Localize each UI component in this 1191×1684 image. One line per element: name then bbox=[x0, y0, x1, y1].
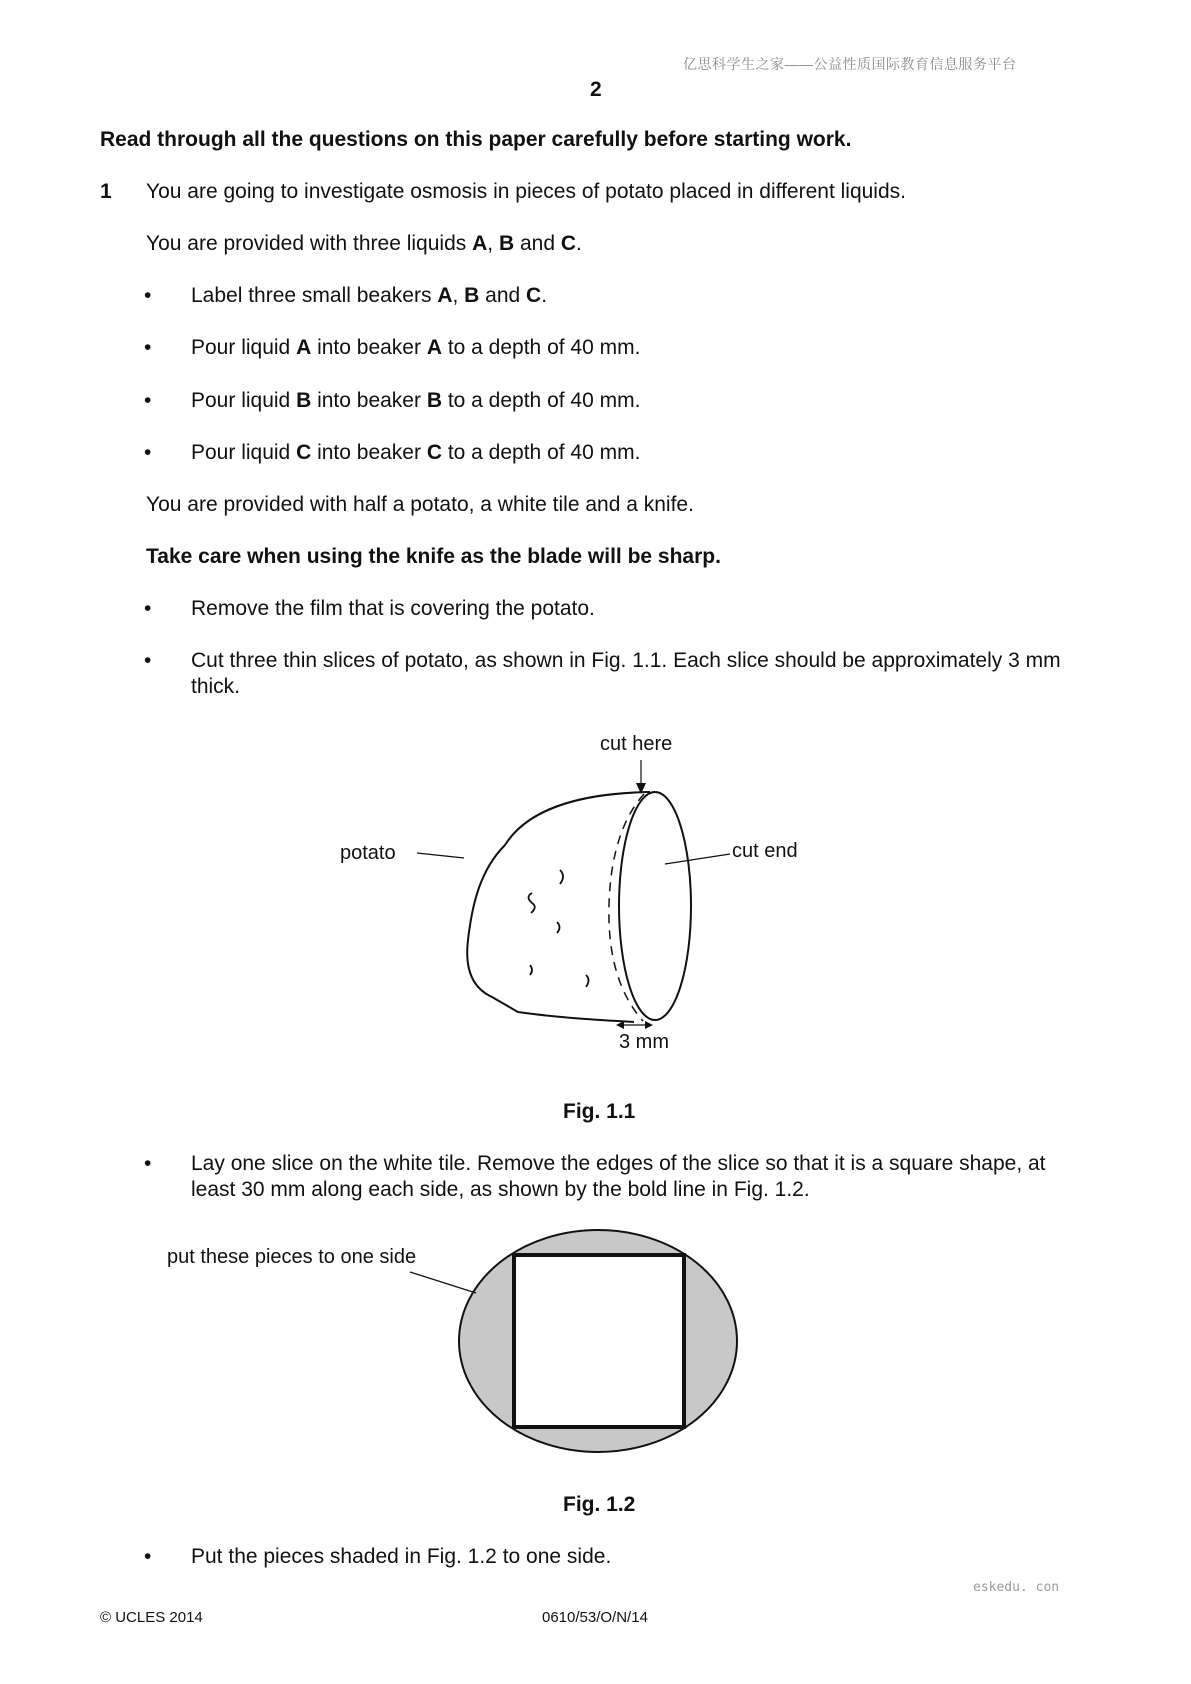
bullet-icon: • bbox=[144, 389, 152, 412]
question-intro: You are going to investigate osmosis in pieces of potato placed in different liquids. bbox=[146, 180, 906, 203]
bullet-cut-line2: thick. bbox=[191, 675, 241, 698]
instructions: Read through all the questions on this paper carefully before starting work. bbox=[100, 128, 852, 151]
dimension-arrowhead-right bbox=[645, 1021, 653, 1029]
cut-dashed-line bbox=[609, 794, 644, 1021]
label-thickness: 3 mm bbox=[619, 1031, 669, 1053]
bullet-icon: • bbox=[144, 441, 152, 464]
bullet-pour-b: Pour liquid B into beaker B to a depth of 40 mm. bbox=[191, 389, 641, 412]
square-cut-outline bbox=[514, 1255, 684, 1427]
provided-items: You are provided with half a potato, a white tile and a knife. bbox=[146, 493, 694, 516]
bullet-icon: • bbox=[144, 284, 152, 307]
fig2-caption: Fig. 1.2 bbox=[563, 1493, 636, 1516]
provided-liquids: You are provided with three liquids A, B and C. bbox=[146, 232, 582, 255]
bullet-icon: • bbox=[144, 649, 152, 672]
potato-leader bbox=[417, 853, 464, 858]
bullet-cut-line1: Cut three thin slices of potato, as shown in Fig. 1.1. Each slice should be approximately 3 mm bbox=[191, 649, 1061, 672]
safety-warning: Take care when using the knife as the blade will be sharp. bbox=[146, 545, 721, 568]
dimension-arrowhead-left bbox=[616, 1021, 624, 1029]
bullet-pour-a: Pour liquid A into beaker A to a depth of 40 mm. bbox=[191, 336, 641, 359]
page-number: 2 bbox=[590, 78, 602, 101]
bullet-put-aside: Put the pieces shaded in Fig. 1.2 to one side. bbox=[191, 1545, 612, 1568]
bullet-icon: • bbox=[144, 336, 152, 359]
footer-copyright: © UCLES 2014 bbox=[100, 1609, 203, 1626]
cut-end-leader bbox=[665, 854, 730, 864]
bullet-lay-line1: Lay one slice on the white tile. Remove the edges of the slice so that it is a square shape, at bbox=[191, 1152, 1046, 1175]
bullet-label-beakers: Label three small beakers A, B and C. bbox=[191, 284, 548, 307]
potato-diagram bbox=[340, 725, 840, 1055]
question-number: 1 bbox=[100, 180, 112, 203]
bullet-lay-line2: least 30 mm along each side, as shown by the bold line in Fig. 1.2. bbox=[191, 1178, 810, 1201]
label-pieces: put these pieces to one side bbox=[167, 1246, 417, 1268]
cut-end-ellipse bbox=[619, 792, 691, 1020]
bullet-pour-c: Pour liquid C into beaker C to a depth of 40 mm. bbox=[191, 441, 641, 464]
label-potato: potato bbox=[340, 842, 396, 864]
bullet-icon: • bbox=[144, 597, 152, 620]
potato-outline bbox=[467, 792, 650, 1022]
bullet-icon: • bbox=[144, 1152, 152, 1175]
label-cut-here: cut here bbox=[600, 733, 673, 755]
fig1-caption: Fig. 1.1 bbox=[563, 1100, 636, 1123]
footer-watermark: eskedu. con bbox=[973, 1580, 1060, 1595]
bullet-remove-film: Remove the film that is covering the potato. bbox=[191, 597, 595, 620]
bullet-icon: • bbox=[144, 1545, 152, 1568]
header-watermark: 亿思科学生之家——公益性质国际教育信息服务平台 bbox=[683, 56, 1017, 72]
slice-diagram bbox=[160, 1225, 760, 1475]
label-cut-end: cut end bbox=[732, 840, 798, 862]
footer-code: 0610/53/O/N/14 bbox=[542, 1609, 648, 1626]
pieces-leader bbox=[410, 1272, 476, 1293]
